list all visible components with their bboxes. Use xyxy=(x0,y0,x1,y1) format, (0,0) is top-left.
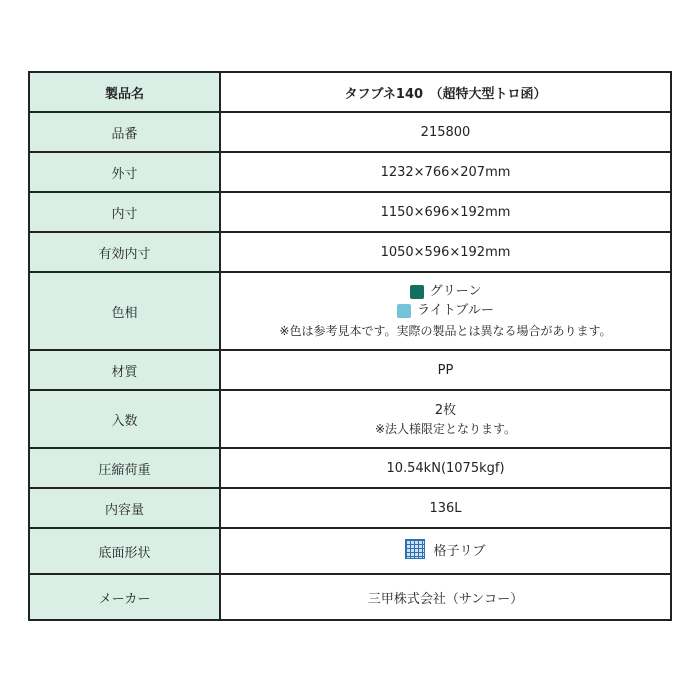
effective-inner-value: 1050×596×192mm xyxy=(220,232,671,272)
color-option-label: ライトブルー xyxy=(417,303,494,319)
table-row xyxy=(29,72,671,112)
table-row xyxy=(29,152,671,192)
maker-value: 三甲株式会社（サンコー） xyxy=(220,574,671,620)
part-number-label: 品番 xyxy=(29,112,220,152)
table-row xyxy=(29,232,671,272)
color-option-green xyxy=(397,282,494,301)
part-number-value: 215800 xyxy=(220,112,671,152)
table-row xyxy=(29,390,671,448)
capacity-label: 内容量 xyxy=(29,488,220,528)
table-row xyxy=(29,528,671,574)
light-blue-swatch-icon xyxy=(397,304,411,318)
material-label: 材質 xyxy=(29,350,220,390)
table-row xyxy=(29,574,671,620)
color-value xyxy=(220,272,671,350)
material-value: PP xyxy=(220,350,671,390)
base-shape-value xyxy=(220,528,671,574)
color-option-light-blue xyxy=(397,301,494,320)
quantity-value xyxy=(220,390,671,448)
load-value: 10.54kN(1075kgf) xyxy=(220,448,671,488)
table-row xyxy=(29,112,671,152)
product-name-value: タフブネ140 （超特大型トロ函） xyxy=(220,72,671,112)
table-row xyxy=(29,272,671,350)
product-name-label: 製品名 xyxy=(29,72,220,112)
color-label: 色相 xyxy=(29,272,220,350)
base-shape-label: 底面形状 xyxy=(29,528,220,574)
quantity-label: 入数 xyxy=(29,390,220,448)
quantity-note: ※法人様限定となります。 xyxy=(374,421,517,436)
effective-inner-label: 有効内寸 xyxy=(29,232,220,272)
table-row xyxy=(29,488,671,528)
color-note: ※色は参考見本です。実際の製品とは異なる場合があります。 xyxy=(279,323,612,338)
table-row xyxy=(29,448,671,488)
capacity-value: 136L xyxy=(220,488,671,528)
table-row xyxy=(29,350,671,390)
inner-size-label: 内寸 xyxy=(29,192,220,232)
grid-rib-icon xyxy=(405,539,425,559)
base-shape-text: 格子リブ xyxy=(433,543,486,559)
color-option-label: グリーン xyxy=(429,284,482,300)
quantity-text: 2枚 xyxy=(434,402,457,418)
inner-size-value: 1150×696×192mm xyxy=(220,192,671,232)
load-label: 圧縮荷重 xyxy=(29,448,220,488)
table-row xyxy=(29,192,671,232)
outer-size-value: 1232×766×207mm xyxy=(220,152,671,192)
spec-table xyxy=(28,71,672,621)
outer-size-label: 外寸 xyxy=(29,152,220,192)
maker-label: メーカー xyxy=(29,574,220,620)
green-swatch-icon xyxy=(410,285,424,299)
